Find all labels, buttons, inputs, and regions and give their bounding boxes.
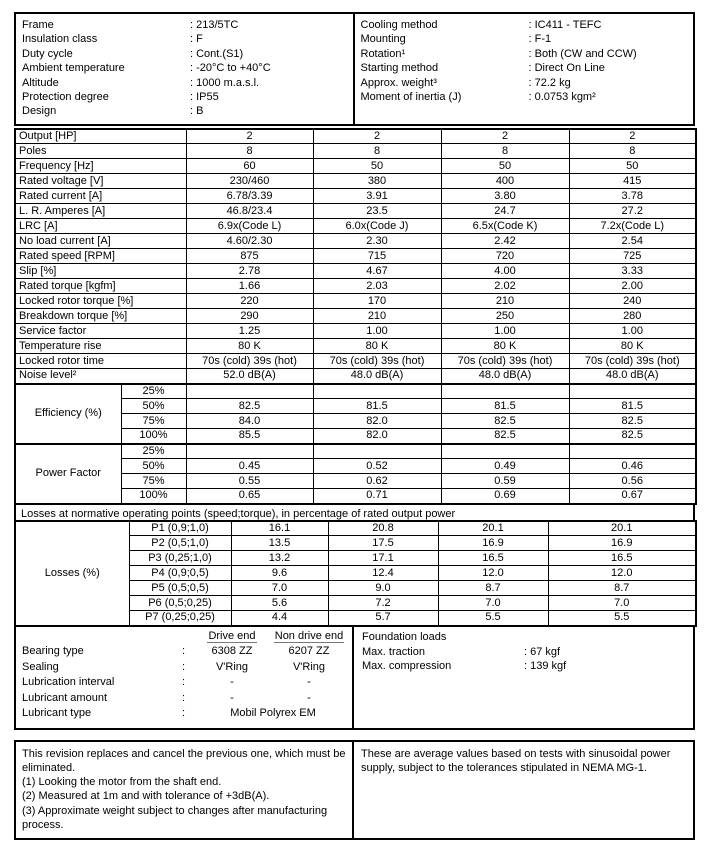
losses-table (14, 520, 697, 627)
spec-cell: 715 (313, 249, 441, 264)
info-row (22, 47, 347, 61)
spec-row-label: Poles (15, 144, 186, 159)
losses-cell: 7.2 (328, 596, 438, 611)
spec-row-label: L. R. Amperes [A] (15, 204, 186, 219)
spec-row-label: Locked rotor torque [%] (15, 294, 186, 309)
power-factor-cell: 0.56 (569, 474, 696, 489)
spec-cell: 4.67 (313, 264, 441, 279)
efficiency-cell: 82.0 (313, 414, 441, 429)
info-label: Protection degree (22, 90, 109, 103)
notes-right (354, 742, 693, 838)
spec-cell: 1.00 (441, 324, 569, 339)
efficiency-cell (441, 384, 569, 399)
spec-cell: 2.54 (569, 234, 696, 249)
spec-cell: 2 (441, 129, 569, 144)
spec-cell: 2.03 (313, 279, 441, 294)
lubricant-type-value: Mobil Polyrex EM (230, 707, 316, 720)
spec-cell: 8 (313, 144, 441, 159)
info-label: Altitude (22, 76, 59, 89)
efficiency-cell: 82.5 (441, 429, 569, 444)
losses-cell: 16.9 (438, 536, 548, 551)
bearing-row (22, 644, 350, 660)
power-factor-cell (441, 444, 569, 459)
load-percent: 100% (121, 429, 186, 444)
power-factor-cell: 0.67 (569, 489, 696, 504)
losses-cell: 7.0 (548, 596, 696, 611)
colon: : (182, 645, 186, 658)
power-factor-group-label: Power Factor (15, 444, 121, 504)
spec-cell: 250 (441, 309, 569, 324)
info-row (361, 32, 688, 46)
spec-cell: 50 (569, 159, 696, 174)
efficiency-row (15, 384, 696, 399)
info-value: : IC411 - TEFC (528, 19, 602, 31)
spec-row-label: Locked rotor time (15, 354, 186, 369)
info-row (22, 32, 347, 46)
load-percent: 50% (121, 459, 186, 474)
spec-row-label: Slip [%] (15, 264, 186, 279)
load-performance-table (14, 383, 697, 505)
spec-row-label: Service factor (15, 324, 186, 339)
info-value: : Both (CW and CCW) (528, 47, 637, 60)
losses-point-label: P3 (0,25;1,0) (129, 551, 231, 566)
spec-cell: 230/460 (186, 174, 313, 189)
load-percent: 50% (121, 399, 186, 414)
losses-cell: 20.1 (548, 521, 696, 536)
info-value: : 0.0753 kgm² (528, 90, 596, 103)
info-row (22, 61, 347, 75)
power-factor-cell (186, 444, 313, 459)
efficiency-cell (186, 384, 313, 399)
efficiency-cell: 82.5 (186, 399, 313, 414)
spec-cell: 1.00 (569, 324, 696, 339)
spec-cell: 7.2x(Code L) (569, 219, 696, 234)
info-value: : F (190, 33, 203, 46)
power-factor-cell: 0.59 (441, 474, 569, 489)
power-factor-cell: 0.45 (186, 459, 313, 474)
load-percent: 25% (121, 384, 186, 399)
losses-point-label: P2 (0,5;1,0) (129, 536, 231, 551)
notes-box (14, 740, 695, 840)
bearing-nde-value: - (307, 691, 311, 704)
spec-row-label: Rated speed [RPM] (15, 249, 186, 264)
spec-cell: 3.33 (569, 264, 696, 279)
efficiency-cell: 82.5 (569, 414, 696, 429)
spec-row (15, 249, 696, 264)
spec-cell: 3.80 (441, 189, 569, 204)
info-row (361, 61, 688, 75)
spec-cell: 3.91 (313, 189, 441, 204)
spec-cell: 210 (441, 294, 569, 309)
spec-cell: 23.5 (313, 204, 441, 219)
bearings-header-row (22, 629, 350, 645)
power-factor-cell: 0.69 (441, 489, 569, 504)
spec-row (15, 309, 696, 324)
spec-cell: 2.78 (186, 264, 313, 279)
info-label: Duty cycle (22, 47, 73, 60)
spec-row-label: Rated torque [kgfm] (15, 279, 186, 294)
spec-cell: 415 (569, 174, 696, 189)
spec-row (15, 144, 696, 159)
losses-cell: 17.1 (328, 551, 438, 566)
info-row (361, 76, 688, 90)
losses-point-label: P4 (0,9;0,5) (129, 566, 231, 581)
losses-cell: 8.7 (548, 581, 696, 596)
bearing-de-value: 6308 ZZ (211, 645, 253, 658)
info-value: : 72.2 kg (528, 76, 571, 89)
bearing-row (22, 706, 350, 722)
spec-cell: 6.5x(Code K) (441, 219, 569, 234)
spec-cell: 2 (569, 129, 696, 144)
spec-cell: 210 (313, 309, 441, 324)
spec-row (15, 159, 696, 174)
spec-row-label: Noise level² (15, 369, 186, 384)
losses-cell: 5.6 (231, 596, 328, 611)
info-value: : IP55 (190, 90, 219, 103)
spec-cell: 52.0 dB(A) (186, 369, 313, 384)
spec-cell: 70s (cold) 39s (hot) (569, 354, 696, 369)
bearing-label: Lubricant amount (22, 691, 107, 704)
spec-cell: 240 (569, 294, 696, 309)
info-row (22, 18, 347, 32)
spec-cell: 220 (186, 294, 313, 309)
bearing-row (22, 660, 350, 676)
spec-cell: 8 (441, 144, 569, 159)
footnote-2: (2) Measured at 1m and with tolerance of +3dB(A). (22, 790, 270, 803)
spec-cell: 6.9x(Code L) (186, 219, 313, 234)
spec-cell: 875 (186, 249, 313, 264)
spec-row-label: Frequency [Hz] (15, 159, 186, 174)
losses-cell: 12.4 (328, 566, 438, 581)
bearing-de-value: - (230, 691, 234, 704)
spec-row-label: Rated voltage [V] (15, 174, 186, 189)
power-factor-cell: 0.52 (313, 459, 441, 474)
bearings-foundation-box (14, 625, 695, 730)
revision-note: This revision replaces and cancel the previous one, which must be eliminated. (22, 747, 346, 774)
info-row (361, 18, 688, 32)
bearing-row (22, 675, 350, 691)
spec-row-label: Rated current [A] (15, 189, 186, 204)
info-row (361, 90, 688, 104)
datasheet (14, 12, 695, 840)
load-percent: 25% (121, 444, 186, 459)
colon: : (182, 676, 186, 689)
losses-cell: 9.6 (231, 566, 328, 581)
foundation-panel (354, 627, 693, 728)
drive-end-header: Drive end (208, 629, 256, 642)
power-factor-cell (569, 444, 696, 459)
general-info-box (14, 12, 695, 126)
spec-cell: 2.30 (313, 234, 441, 249)
losses-cell: 12.0 (548, 566, 696, 581)
footnote-3: (3) Approximate weight subject to changes after manufacturing process. (22, 804, 328, 831)
losses-cell: 17.5 (328, 536, 438, 551)
spec-row (15, 129, 696, 144)
spec-row (15, 204, 696, 219)
losses-cell: 8.7 (438, 581, 548, 596)
power-factor-cell: 0.55 (186, 474, 313, 489)
foundation-title: Foundation loads (362, 630, 447, 643)
spec-row (15, 369, 696, 384)
spec-cell: 70s (cold) 39s (hot) (441, 354, 569, 369)
info-value: : -20°C to +40°C (190, 62, 271, 75)
losses-point-label: P7 (0,25;0,25) (129, 611, 231, 626)
spec-row (15, 279, 696, 294)
losses-cell: 16.5 (548, 551, 696, 566)
foundation-label: Max. traction (362, 645, 425, 658)
bearings-panel (16, 627, 354, 728)
spec-cell: 70s (cold) 39s (hot) (313, 354, 441, 369)
spec-row (15, 174, 696, 189)
losses-cell: 16.9 (548, 536, 696, 551)
info-row (22, 104, 347, 118)
spec-cell: 2.02 (441, 279, 569, 294)
losses-cell: 5.5 (548, 611, 696, 626)
load-percent: 75% (121, 474, 186, 489)
efficiency-cell: 84.0 (186, 414, 313, 429)
bearing-label: Lubricant type (22, 707, 92, 720)
spec-cell: 2 (313, 129, 441, 144)
spec-cell: 290 (186, 309, 313, 324)
losses-cell: 9.0 (328, 581, 438, 596)
losses-group-label: Losses (%) (15, 521, 129, 626)
bearing-nde-value: - (307, 676, 311, 689)
spec-row-label: No load current [A] (15, 234, 186, 249)
spec-cell: 50 (313, 159, 441, 174)
spec-cell: 4.00 (441, 264, 569, 279)
info-row (361, 47, 688, 61)
general-info-right (355, 14, 694, 124)
spec-cell: 80 K (441, 339, 569, 354)
losses-point-label: P1 (0,9;1,0) (129, 521, 231, 536)
losses-cell: 12.0 (438, 566, 548, 581)
spec-cell: 2.00 (569, 279, 696, 294)
losses-cell: 13.2 (231, 551, 328, 566)
losses-cell: 7.0 (438, 596, 548, 611)
spec-cell: 6.78/3.39 (186, 189, 313, 204)
losses-cell: 7.0 (231, 581, 328, 596)
losses-cell: 5.7 (328, 611, 438, 626)
efficiency-cell: 81.5 (569, 399, 696, 414)
info-label: Insulation class (22, 33, 98, 46)
bearing-nde-value: 6207 ZZ (288, 645, 330, 658)
efficiency-cell: 81.5 (441, 399, 569, 414)
power-factor-cell (313, 444, 441, 459)
info-label: Approx. weight³ (360, 76, 437, 89)
spec-cell: 725 (569, 249, 696, 264)
power-factor-row (15, 444, 696, 459)
spec-cell: 170 (313, 294, 441, 309)
colon: : (182, 707, 186, 720)
spec-cell: 1.00 (313, 324, 441, 339)
load-percent: 75% (121, 414, 186, 429)
spec-cell: 4.60/2.30 (186, 234, 313, 249)
efficiency-cell: 82.0 (313, 429, 441, 444)
bearing-de-value: - (230, 676, 234, 689)
spec-cell: 46.8/23.4 (186, 204, 313, 219)
foundation-value: : 139 kgf (524, 660, 567, 673)
spec-row (15, 189, 696, 204)
spec-cell: 3.78 (569, 189, 696, 204)
losses-cell: 5.5 (438, 611, 548, 626)
efficiency-cell: 82.5 (569, 429, 696, 444)
info-value: : B (190, 105, 204, 118)
spec-row-label: Output [HP] (15, 129, 186, 144)
spec-cell: 27.2 (569, 204, 696, 219)
spec-row (15, 234, 696, 249)
info-label: Mounting (360, 33, 406, 46)
spec-cell: 8 (186, 144, 313, 159)
spec-row (15, 294, 696, 309)
spec-cell: 70s (cold) 39s (hot) (186, 354, 313, 369)
foundation-row (362, 659, 687, 673)
spec-cell: 48.0 dB(A) (569, 369, 696, 384)
efficiency-cell: 85.5 (186, 429, 313, 444)
spec-row-label: Temperature rise (15, 339, 186, 354)
bearing-nde-value: V'Ring (292, 660, 326, 673)
bearing-label: Sealing (22, 660, 59, 673)
losses-row (15, 521, 696, 536)
losses-title: Losses at normative operating points (speed;torque), in percentage of rated output power (14, 503, 695, 522)
spec-row-label: LRC [A] (15, 219, 186, 234)
spec-table (14, 128, 697, 385)
bearing-label: Lubrication interval (22, 676, 115, 689)
bearing-row (22, 691, 350, 707)
spec-cell: 1.25 (186, 324, 313, 339)
info-label: Starting method (360, 62, 439, 75)
info-label: Rotation¹ (360, 47, 406, 60)
spec-cell: 80 K (313, 339, 441, 354)
info-row (22, 76, 347, 90)
spec-cell: 380 (313, 174, 441, 189)
tolerance-note: These are average values based on tests with sinusoidal power supply, subject to the tolerances stipulated in NEMA MG-1. (361, 747, 671, 774)
footnote-1: (1) Looking the motor from the shaft end. (22, 776, 222, 789)
efficiency-cell (569, 384, 696, 399)
losses-cell: 20.8 (328, 521, 438, 536)
losses-cell: 20.1 (438, 521, 548, 536)
spec-row (15, 354, 696, 369)
spec-row (15, 264, 696, 279)
spec-cell: 400 (441, 174, 569, 189)
spec-cell: 2 (186, 129, 313, 144)
foundation-label: Max. compression (362, 660, 452, 673)
spec-row (15, 339, 696, 354)
losses-point-label: P5 (0,5;0,5) (129, 581, 231, 596)
notes-left (16, 742, 354, 838)
general-info-left (16, 14, 355, 124)
power-factor-cell: 0.46 (569, 459, 696, 474)
info-row (22, 90, 347, 104)
info-label: Frame (22, 19, 54, 31)
efficiency-cell: 81.5 (313, 399, 441, 414)
spec-cell: 8 (569, 144, 696, 159)
spec-cell: 280 (569, 309, 696, 324)
foundation-value: : 67 kgf (524, 645, 561, 658)
info-value: : F-1 (528, 33, 552, 46)
losses-cell: 16.5 (438, 551, 548, 566)
colon: : (182, 691, 186, 704)
info-label: Cooling method (360, 19, 438, 31)
spec-cell: 60 (186, 159, 313, 174)
spec-cell: 2.42 (441, 234, 569, 249)
spec-row (15, 324, 696, 339)
load-percent: 100% (121, 489, 186, 504)
info-value: : Direct On Line (528, 62, 605, 75)
spec-cell: 6.0x(Code J) (313, 219, 441, 234)
spec-cell: 50 (441, 159, 569, 174)
spec-cell: 80 K (569, 339, 696, 354)
info-label: Design (22, 105, 57, 118)
bearing-label: Bearing type (22, 645, 84, 658)
spec-cell: 1.66 (186, 279, 313, 294)
info-label: Ambient temperature (22, 62, 125, 75)
info-value: : Cont.(S1) (190, 47, 244, 60)
spec-row-label: Breakdown torque [%] (15, 309, 186, 324)
spec-cell: 48.0 dB(A) (441, 369, 569, 384)
non-drive-end-header: Non drive end (274, 629, 344, 642)
spec-row (15, 219, 696, 234)
spec-cell: 720 (441, 249, 569, 264)
efficiency-cell (313, 384, 441, 399)
spec-cell: 24.7 (441, 204, 569, 219)
efficiency-cell: 82.5 (441, 414, 569, 429)
losses-cell: 4.4 (231, 611, 328, 626)
info-label: Moment of inertia (J) (360, 90, 462, 103)
losses-point-label: P6 (0,5;0,25) (129, 596, 231, 611)
losses-cell: 13.5 (231, 536, 328, 551)
power-factor-cell: 0.71 (313, 489, 441, 504)
power-factor-cell: 0.49 (441, 459, 569, 474)
spec-cell: 48.0 dB(A) (313, 369, 441, 384)
info-value: : 1000 m.a.s.l. (190, 76, 260, 89)
losses-cell: 16.1 (231, 521, 328, 536)
efficiency-group-label: Efficiency (%) (15, 384, 121, 444)
info-value: : 213/5TC (190, 19, 239, 31)
power-factor-cell: 0.62 (313, 474, 441, 489)
bearing-de-value: V'Ring (215, 660, 249, 673)
colon: : (182, 660, 186, 673)
power-factor-cell: 0.65 (186, 489, 313, 504)
spec-cell: 80 K (186, 339, 313, 354)
foundation-row (362, 645, 687, 659)
